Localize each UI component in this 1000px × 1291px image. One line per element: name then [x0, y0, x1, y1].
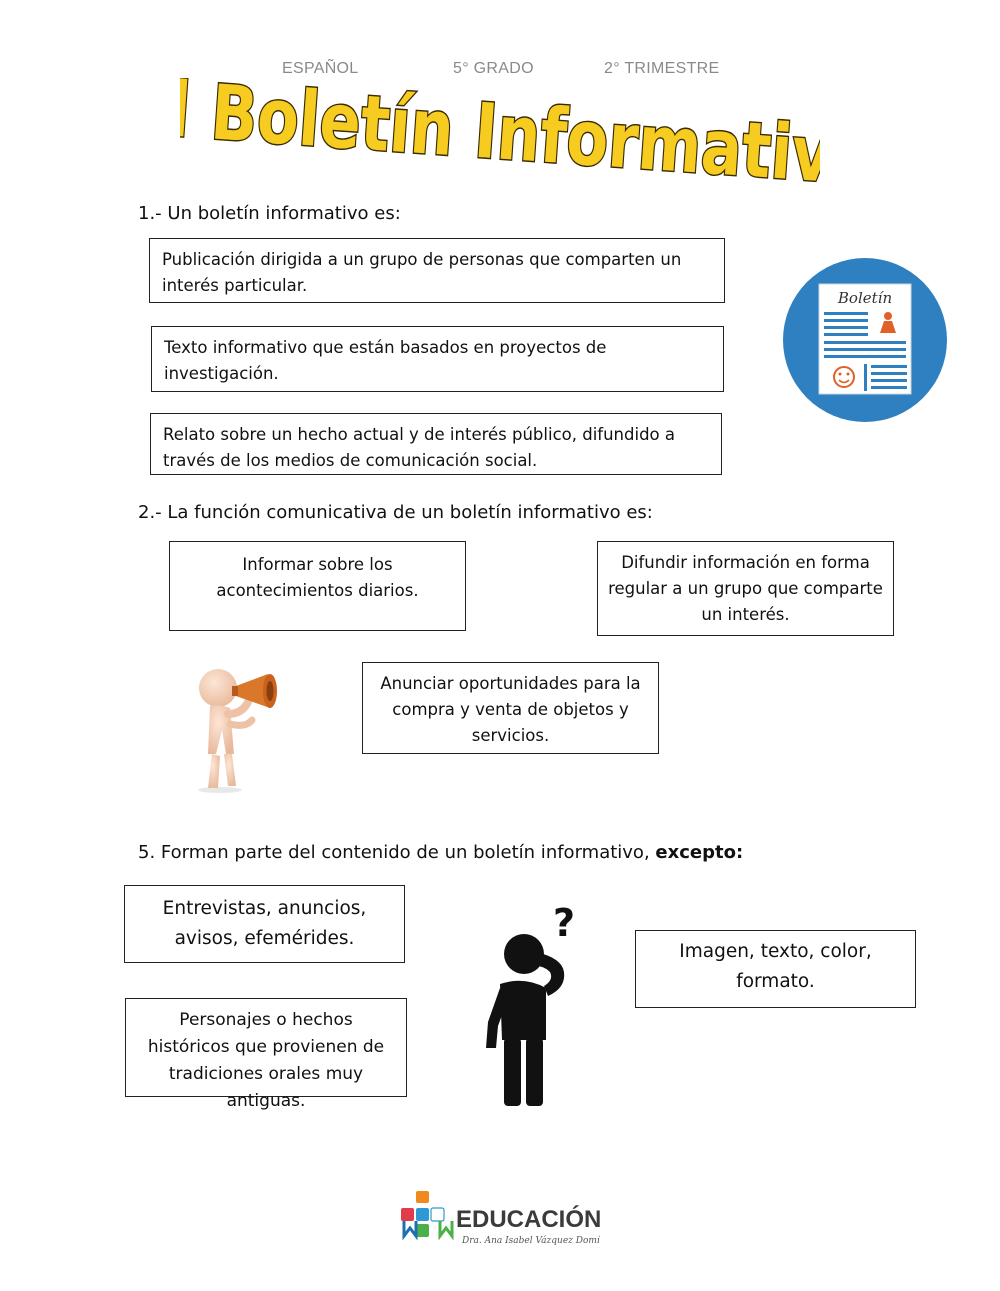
- option-5c[interactable]: Imagen, texto, color, formato.: [635, 930, 916, 1008]
- title-text: El Boletín Informativo: [180, 78, 820, 198]
- option-5b[interactable]: Personajes o hechos históricos que provienen de tradiciones orales muy antiguas.: [125, 998, 407, 1097]
- option-2b[interactable]: Difundir información en forma regular a un grupo que comparte un interés.: [597, 541, 894, 636]
- subject-label: ESPAÑOL: [282, 60, 359, 77]
- footer-brand: EDUCACIÓN: [456, 1206, 600, 1233]
- option-1c[interactable]: Relato sobre un hecho actual y de interés público, difundido a través de los medios de comunicación social.: [150, 413, 722, 475]
- megaphone-person-icon: [190, 662, 290, 794]
- grade-label: 5° GRADO: [453, 60, 534, 77]
- page-title: [180, 78, 820, 198]
- svg-text:?: ?: [552, 901, 576, 945]
- option-5a[interactable]: Entrevistas, anuncios, avisos, efemérides.: [124, 885, 405, 963]
- term-label: 2° TRIMESTRE: [604, 60, 720, 77]
- footer-logo: [400, 1188, 600, 1250]
- question-5: [138, 842, 743, 863]
- footer-author: Dra. Ana Isabel Vázquez Domí: [462, 1236, 600, 1246]
- question-5-emphasis: excepto:: [655, 842, 744, 863]
- option-1b[interactable]: Texto informativo que están basados en proyectos de investigación.: [151, 326, 724, 392]
- newsletter-icon: [782, 257, 948, 423]
- option-2a[interactable]: Informar sobre los acontecimientos diarios.: [169, 541, 466, 631]
- question-5-text: 5. Forman parte del contenido de un boletín informativo,: [138, 842, 656, 863]
- option-2c[interactable]: Anunciar oportunidades para la compra y venta de objetos y servicios.: [362, 662, 659, 754]
- question-2: 2.- La función comunicativa de un boletín informativo es:: [138, 502, 653, 523]
- option-1a[interactable]: Publicación dirigida a un grupo de personas que comparten un interés particular.: [149, 238, 725, 303]
- thinking-person-icon: [478, 900, 588, 1110]
- newsletter-icon-label: Boletín: [837, 289, 893, 307]
- question-1: 1.- Un boletín informativo es:: [138, 203, 401, 224]
